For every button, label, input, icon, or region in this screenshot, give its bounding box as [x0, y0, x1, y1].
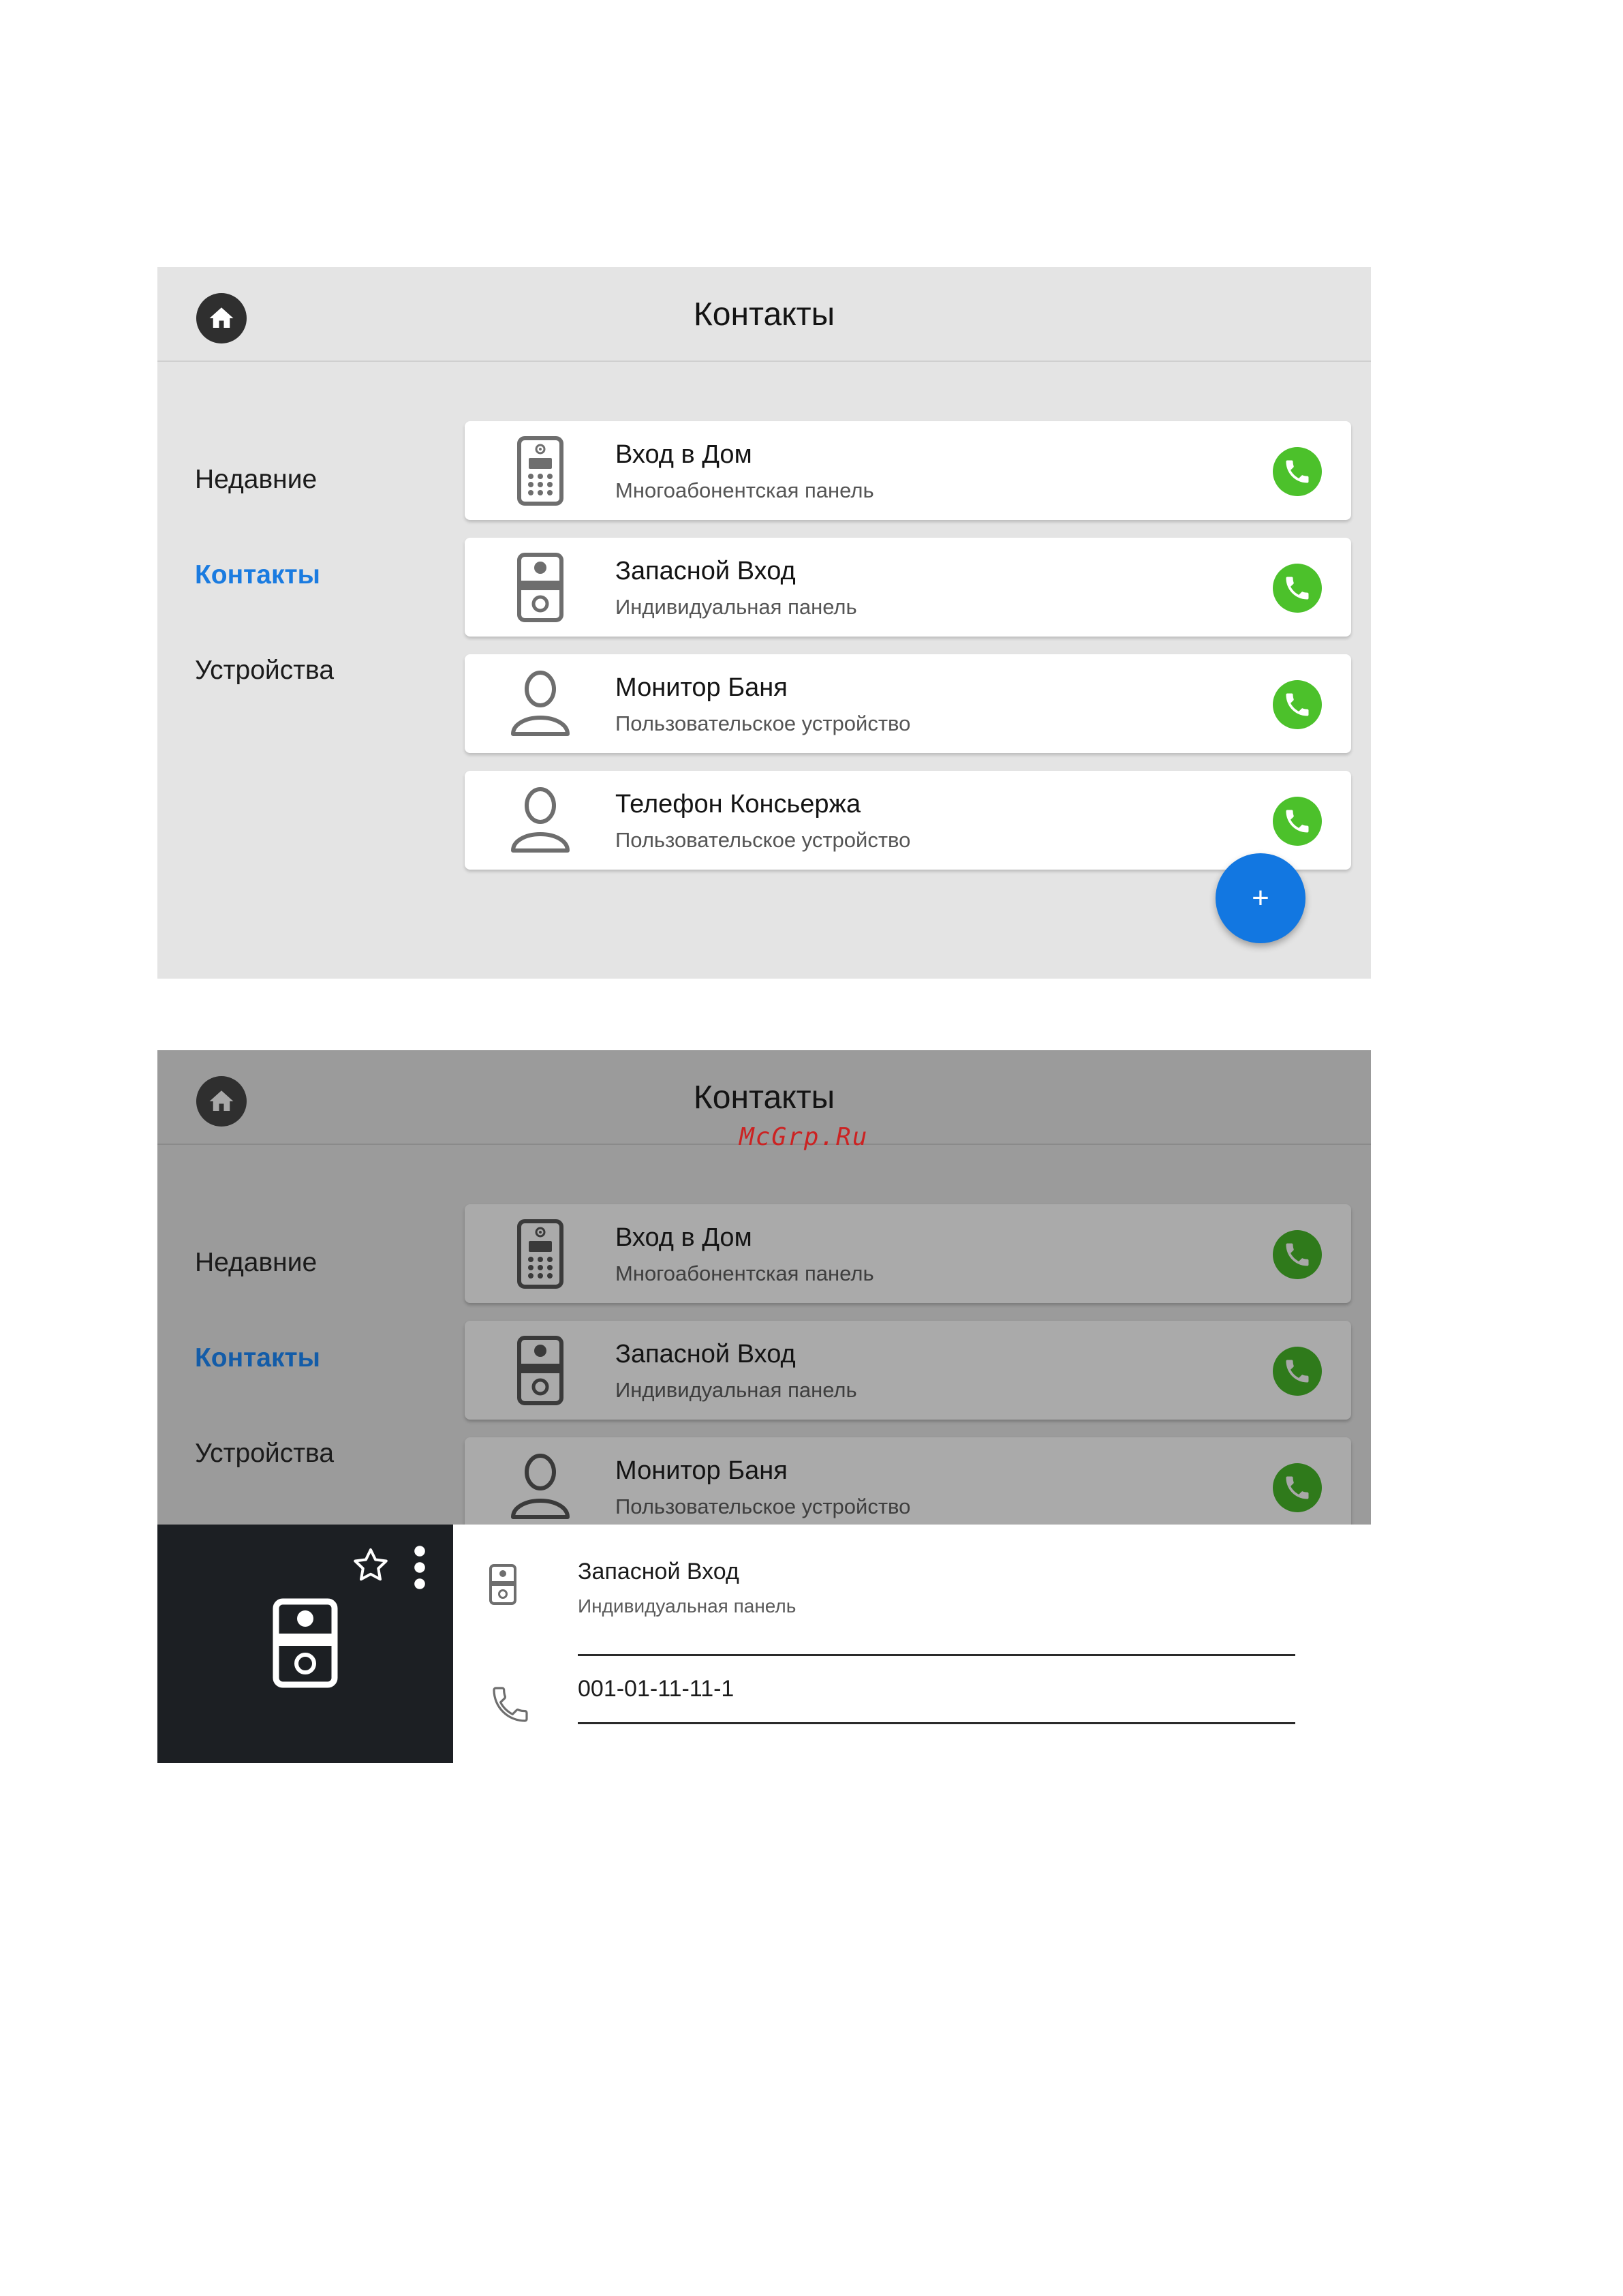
- contact-card[interactable]: [465, 654, 1351, 753]
- user-icon: [504, 668, 576, 740]
- contact-type: Многоабонентская панель: [615, 478, 874, 502]
- contact-card[interactable]: [465, 1204, 1351, 1303]
- contact-type: Индивидуальная панель: [615, 1378, 857, 1402]
- contact-type: Пользовательское устройство: [615, 828, 911, 852]
- phone-icon: [1282, 457, 1312, 487]
- divider: [578, 1654, 1295, 1656]
- contact-card[interactable]: [465, 538, 1351, 637]
- call-button[interactable]: [1273, 797, 1322, 846]
- contacts-screen-dimmed: [157, 1050, 1371, 1525]
- call-button[interactable]: [1273, 1347, 1322, 1396]
- contact-type: Индивидуальная панель: [615, 595, 857, 619]
- single-panel-icon: [489, 1563, 517, 1606]
- contact-name: Вход в Дом: [615, 440, 752, 469]
- multi-panel-icon: [504, 1218, 576, 1290]
- phone-icon: [489, 1683, 532, 1726]
- contact-name: Монитор Баня: [615, 673, 788, 702]
- header: [157, 267, 1371, 362]
- star-icon[interactable]: [350, 1545, 391, 1586]
- contact-detail-header: [157, 1525, 453, 1763]
- contacts-screen: [157, 267, 1371, 979]
- nav-contacts[interactable]: Контакты: [195, 1343, 320, 1373]
- page-title: Контакты: [693, 1080, 835, 1116]
- nav-devices[interactable]: Устройства: [195, 1439, 335, 1468]
- more-vert-icon[interactable]: [409, 1545, 430, 1590]
- call-button[interactable]: [1273, 564, 1322, 613]
- contact-name: Телефон Консьержа: [615, 790, 861, 818]
- contact-card[interactable]: [465, 1437, 1351, 1525]
- contact-name: Вход в Дом: [615, 1223, 752, 1252]
- nav-recent[interactable]: Недавние: [195, 465, 318, 494]
- nav-contacts[interactable]: Контакты: [195, 560, 320, 590]
- contact-name: Запасной Вход: [615, 1340, 796, 1368]
- contact-card[interactable]: [465, 771, 1351, 870]
- single-panel-icon: [273, 1598, 338, 1688]
- contact-card[interactable]: [465, 1321, 1351, 1420]
- add-contact-button[interactable]: +: [1216, 853, 1305, 943]
- phone-icon: [1282, 806, 1312, 836]
- contact-name: Запасной Вход: [615, 557, 796, 585]
- single-panel-icon: [504, 1334, 576, 1407]
- user-icon: [504, 1451, 576, 1523]
- contact-name: Монитор Баня: [615, 1456, 788, 1485]
- call-button[interactable]: [1273, 1230, 1322, 1279]
- contact-type: Пользовательское устройство: [615, 1495, 911, 1518]
- contact-type: Многоабонентская панель: [615, 1261, 874, 1285]
- phone-icon: [1282, 1356, 1312, 1386]
- contact-card[interactable]: [465, 421, 1351, 520]
- user-icon: [504, 784, 576, 857]
- detail-phone-number[interactable]: 001-01-11-11-1: [578, 1676, 735, 1702]
- detail-contact-name: Запасной Вход: [578, 1559, 739, 1585]
- phone-icon: [1282, 1240, 1312, 1270]
- phone-icon: [1282, 1473, 1312, 1503]
- contact-type: Пользовательское устройство: [615, 711, 911, 735]
- call-button[interactable]: [1273, 1463, 1322, 1512]
- single-panel-icon: [504, 551, 576, 624]
- call-button[interactable]: [1273, 680, 1322, 729]
- watermark-text: McGrp.Ru: [739, 1123, 869, 1151]
- multi-panel-icon: [504, 435, 576, 507]
- contact-detail-body: [453, 1525, 1371, 1763]
- divider: [578, 1722, 1295, 1724]
- phone-icon: [1282, 573, 1312, 603]
- detail-contact-type: Индивидуальная панель: [578, 1595, 797, 1617]
- call-button[interactable]: [1273, 447, 1322, 496]
- page-title: Контакты: [693, 296, 835, 333]
- nav-devices[interactable]: Устройства: [195, 656, 335, 685]
- phone-icon: [1282, 690, 1312, 720]
- nav-recent[interactable]: Недавние: [195, 1248, 318, 1277]
